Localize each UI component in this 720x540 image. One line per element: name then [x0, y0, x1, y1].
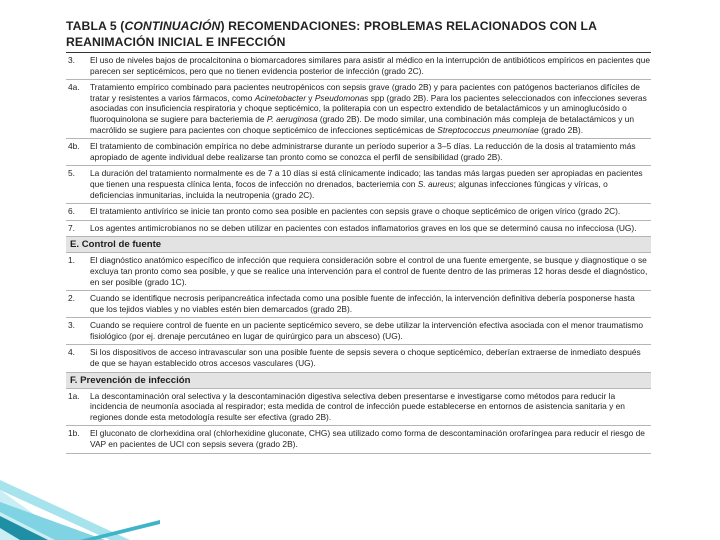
table-row: 4b. El tratamiento de combinación empírica no debe administrarse durante un período superior a 3–5 días. La reducción de la dosis al tratamiento más apropiado de agente individual debe realizarse tan pronto como se conozca el perfil de sensibilidad (grado 2B).: [66, 139, 651, 166]
table-row: 1. El diagnóstico anatómico específico de infección que requiera consideración sobre el control de una fuente emergente, se busque y diagnostique o se excluya tan pronto como sea posible, y que se realice una intervención para el control de fuente dentro de las primeras 12 horas desde el diagnóstico, en ser posible (grado 1C).: [66, 253, 651, 291]
table-row: 4. Si los dispositivos de acceso intravascular son una posible fuente de sepsis severa o choque septicémico, deberían extraerse de inmediato después de que se hayan establecido otros accesos vasculares (UG).: [66, 345, 651, 372]
recommendations-table: [66, 18, 651, 454]
table-row: 2. Cuando se identifique necrosis peripancreática infectada como una posible fuente de infección, la intervención definitiva debería posponerse hasta que los tejidos viables y no viables estén bien demarcados (grado 2B).: [66, 291, 651, 318]
table-row: 7. Los agentes antimicrobianos no se deben utilizar en pacientes con estados inflamatorios graves en los que se determinó causa no infecciosa (UG).: [66, 221, 651, 238]
table-row: 6. El tratamiento antivírico se inicie tan pronto como sea posible en pacientes con sepsis grave o choque septicémico de origen vírico (grado 2C).: [66, 204, 651, 221]
table-row: 1b. El gluconato de clorhexidina oral (chlorhexidine gluconate, CHG) sea utilizado como forma de descontaminación orofaríngea para reducir el riesgo de VAP en pacientes de UCI con sepsis severa (grado 2B).: [66, 426, 651, 453]
table-row: 4a. Tratamiento empírico combinado para pacientes neutropénicos con sepsis grave (grado 2B) y para pacientes con patógenos bacterianos difíciles de tratar y resistentes a varios fármacos, como Acinetobacter y Pseudomonas spp (grado 2B). Para los pacientes seleccionados con infecciones severas asociadas con insuficiencia respiratoria y choque septicémico, la politerapia con un espectro extendido de betalactámicos y un aminoglucósido o fluoroquinolona se sugiere para bacteriemia de P. aeruginosa (grado 2B). De modo similar, una combinación más compleja de betalactámicos y un macrólido se sugiere para pacientes con choque septicémico de infecciones septicémicas de Streptococcus pneumoniae (grado 2B).: [66, 80, 651, 139]
table-row: 3. El uso de niveles bajos de procalcitonina o biomarcadores similares para asistir al médico en la interrupción de antibióticos empíricos en pacientes que parecen ser septicémicos, pero que no tienen evidencia posterior de infección (grado 2C).: [66, 53, 651, 80]
table-title: TABLA 5 (CONTINUACIÓN) RECOMENDACIONES: PROBLEMAS RELACIONADOS CON LA REANIMACIÓN INICIAL E INFECCIÓN: [66, 18, 651, 53]
section-heading-source-control: E. Control de fuente: [66, 237, 651, 253]
table-row: 5. La duración del tratamiento normalmente es de 7 a 10 días si está clínicamente indicado; las tandas más largas pueden ser apropiadas en pacientes que tienen una respuesta clínica lenta, focos de infección no drenados, bacteriemia con S. aureus; algunas infecciones fúngicas y víricas, o deficiencias inmunitarias, incluida la neutropenia (grado 2C).: [66, 166, 651, 204]
section-heading-infection-prevention: F. Prevención de infección: [66, 373, 651, 389]
table-row: 1a. La descontaminación oral selectiva y la descontaminación digestiva selectiva deben presentarse e investigarse como métodos para reducir la incidencia de neumonía asociada al respirador; esta medida de control de infección puede establecerse en entornos de asistencia sanitaria y en regiones donde esta metodología resulte ser efectiva (grado 2B).: [66, 389, 651, 427]
decorative-corner-chevrons: [0, 450, 160, 540]
table-row: 3. Cuando se requiere control de fuente en un paciente septicémico severo, se debe utilizar la intervención efectiva asociada con el menor traumatismo fisiológico (por ej. drenaje percutáneo en lugar de quirúrgico para un absceso) (UG).: [66, 318, 651, 345]
